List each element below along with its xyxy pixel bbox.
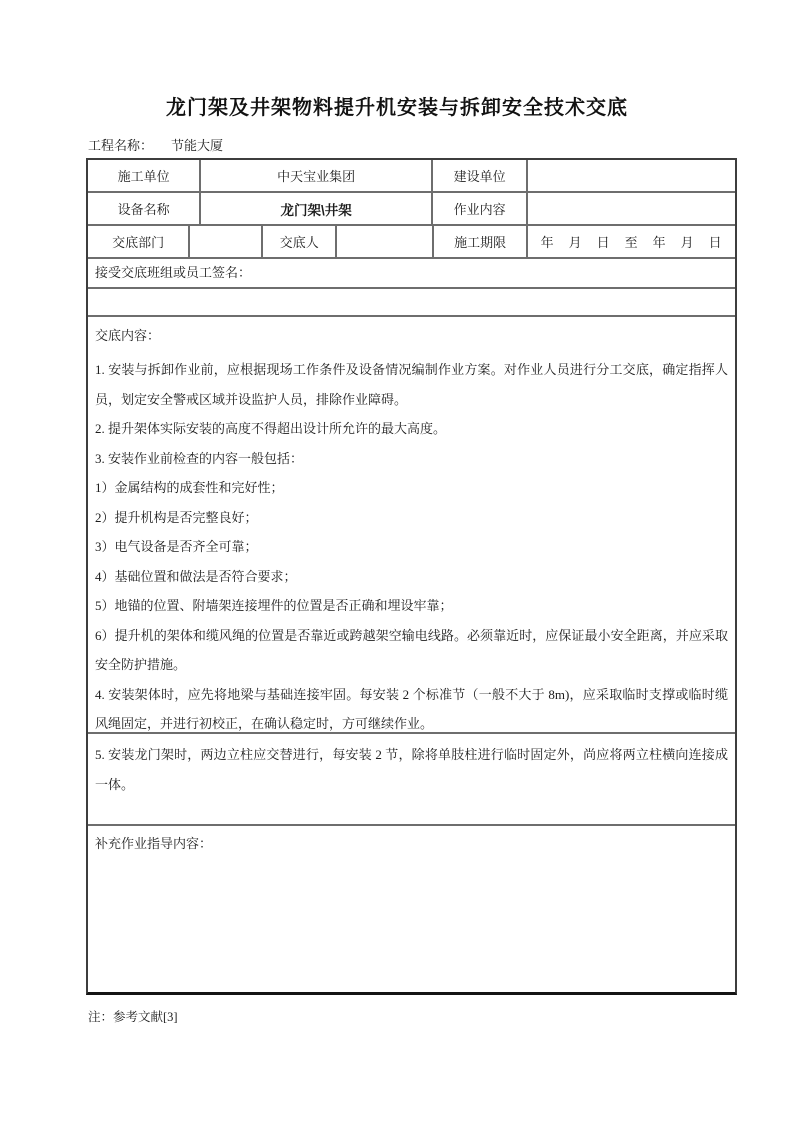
supplement-section: 补充作业指导内容： [88, 824, 735, 992]
content-item-1: 1. 安装与拆卸作业前，应根据现场工作条件及设备情况编制作业方案。对作业人员进行分工交底，确定指挥人员，划定安全警戒区域并设监护人员，排除作业障碍。 [95, 362, 728, 407]
content-item-2: 2. 提升架体实际安装的高度不得超出设计所允许的最大高度。 [95, 421, 447, 436]
content-subitem-4: 4）基础位置和做法是否符合要求； [95, 568, 297, 584]
work-content-label: 作业内容 [431, 193, 526, 224]
construction-unit-label: 施工单位 [117, 169, 170, 184]
project-name-value: 节能大厦 [171, 138, 224, 153]
table-row-construction-unit [88, 160, 735, 191]
signature-row: 接受交底班组或员工签名： [88, 257, 735, 287]
signature-blank-row [88, 287, 735, 315]
equipment-name-label: 设备名称 [117, 202, 170, 217]
content-subitem-5: 5）地锚的位置、附墙架连接埋件的位置是否正确和埋设牢靠； [95, 598, 453, 613]
disclosure-dept-value [188, 226, 261, 257]
content-item-5: 5. 安装龙门架时，两边立柱应交替进行，每安装 2 节，除将单肢柱进行临时固定外，尚应将两立柱横向连接成一体。 [95, 747, 728, 792]
content-subitem-6: 6）提升机的架体和缆风绳的位置是否靠近或跨越架空输电线路。必须靠近时，应保证最小安全距离，并应采取安全防护措施。 [95, 627, 728, 672]
work-content-value [526, 193, 735, 224]
content-subitem-1: 1）金属结构的成套性和完好性； [95, 480, 284, 495]
project-name-line [88, 135, 223, 154]
page-title: 龙门架及井架物料提升机安装与拆卸安全技术交底 [166, 97, 628, 119]
construction-period-value: 年 月 日 至 年 月 日 [526, 226, 735, 257]
content-subitem-2: 2）提升机构是否完整良好； [95, 509, 258, 525]
build-unit-value [526, 160, 735, 191]
project-name-label: 工程名称： [88, 138, 154, 153]
table-row-disclosure [88, 224, 735, 257]
discloser-value [335, 226, 431, 257]
content-item-4: 4. 安装架体时，应先将地梁与基础连接牢固。每安装 2 个标准节（一般不大于 8m)，应采取临时支撑或临时缆风绳固定，并进行初校正，在确认稳定时，方可继续作业。 [95, 686, 728, 731]
content-item-3: 3. 安装作业前检查的内容一般包括： [95, 450, 304, 466]
content-heading: 交底内容： [95, 328, 161, 343]
equipment-name-value: 龙门架\井架 [199, 193, 431, 224]
disclosure-dept-label: 交底部门 [112, 235, 165, 250]
disclosure-table [86, 158, 737, 995]
content-item-5-section [88, 732, 735, 824]
footnote: 注：参考文献[3] [88, 1010, 178, 1024]
content-subitem-3: 3）电气设备是否齐全可靠； [95, 539, 258, 554]
table-row-equipment [88, 191, 735, 224]
build-unit-label: 建设单位 [431, 160, 526, 191]
construction-unit-value: 中天宝业集团 [199, 160, 431, 191]
construction-period-label: 施工期限 [432, 226, 526, 257]
disclosure-content-section [88, 315, 735, 732]
discloser-label: 交底人 [261, 226, 336, 257]
